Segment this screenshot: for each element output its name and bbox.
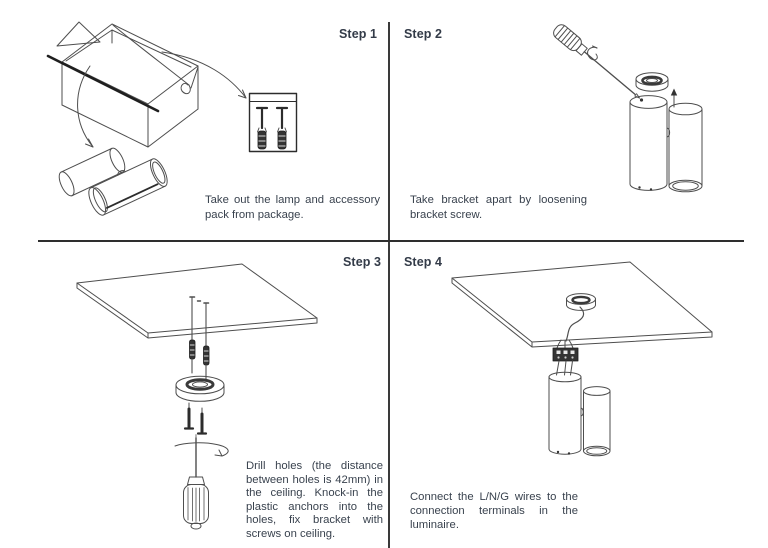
bracket-ring-icon (636, 73, 668, 91)
step-2-caption: Take bracket apart by loosening bracket screw. (410, 194, 587, 221)
lamp-tube-icon (630, 96, 670, 191)
step-3-label: Step 3 (343, 255, 382, 269)
step-3-illustration (0, 242, 389, 548)
screwdriver-vertical-icon (184, 435, 209, 530)
step-1-label: Step 1 (339, 27, 378, 41)
screw-icon (185, 403, 206, 434)
step-2-illustration (389, 0, 768, 242)
step-2-label: Step 2 (404, 27, 443, 41)
package-box-icon (48, 22, 198, 147)
step-4-label: Step 4 (404, 255, 443, 269)
rotation-arrow-icon (175, 443, 228, 456)
bracket-ring-icon (176, 376, 224, 401)
wire-icon (557, 307, 584, 348)
lamp-tubes-icon (56, 146, 170, 217)
terminal-block-icon (553, 348, 578, 375)
step-1-illustration (0, 0, 389, 242)
step-4-caption: Connect the L/N/G wires to the connection terminals in the luminaire. (410, 491, 578, 531)
screwdriver-icon (551, 22, 644, 104)
step-1-caption: Take out the lamp and accessory pack from package. (205, 194, 380, 221)
step-3-caption: Drill holes (the distance between holes is 42mm) in the ceiling. Knock-in the plastic anchors into the holes, fix bracket with screws on ceiling. (246, 460, 383, 540)
anchor-screw-icon (190, 297, 210, 379)
accessory-pack-icon (250, 94, 297, 152)
step-4-illustration (389, 242, 768, 548)
second-tube-icon (669, 103, 702, 192)
lamp-tubes-hanging-icon (549, 372, 610, 456)
bracket-screw-icon (640, 98, 643, 101)
